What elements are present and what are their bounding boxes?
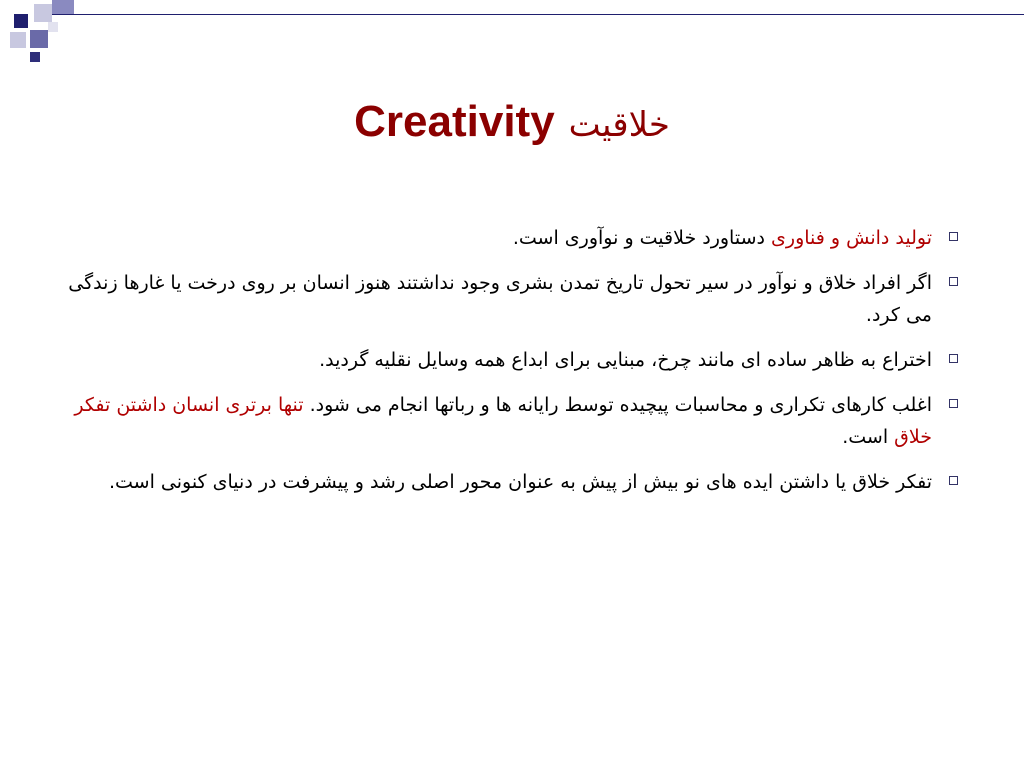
decor-square-dark bbox=[14, 14, 28, 28]
slide-title bbox=[0, 92, 1024, 155]
highlighted-text: تولید دانش و فناوری bbox=[771, 227, 932, 249]
highlighted-text: تنها برتری انسان داشتن تفکر خلاق bbox=[74, 394, 932, 448]
paragraph-text: اغلب کارهای تکراری و محاسبات پیچیده توسط رایانه ها و رباتها انجام می شود. bbox=[303, 394, 932, 416]
bullet-paragraph bbox=[60, 344, 960, 376]
paragraph-text: است. bbox=[842, 426, 895, 448]
decor-square-light-2 bbox=[10, 32, 26, 48]
bullet-list bbox=[60, 222, 960, 511]
square-bullet-icon bbox=[949, 399, 958, 408]
slide-title-english: Creativity bbox=[354, 97, 555, 146]
bullet-paragraph bbox=[60, 267, 960, 331]
square-bullet-icon bbox=[949, 476, 958, 485]
slide-title-persian: خلاقیت bbox=[568, 105, 670, 145]
header-rule bbox=[52, 14, 1024, 15]
bullet-paragraph bbox=[60, 466, 960, 498]
decor-square-faint bbox=[48, 22, 58, 32]
paragraph-text: دستاورد خلاقیت و نوآوری است. bbox=[512, 227, 772, 249]
paragraph-text: اختراع به ظاهر ساده ای مانند چرخ، مبنایی برای ابداع همه وسایل نقلیه گردید. bbox=[319, 349, 932, 371]
paragraph-text: تفکر خلاق یا داشتن ایده های نو بیش از پیش به عنوان محور اصلی رشد و پیشرفت در دنیای کنونی است. bbox=[108, 471, 932, 493]
decor-square-light bbox=[34, 4, 52, 22]
decor-square-dark-2 bbox=[30, 52, 40, 62]
decor-square-mid-2 bbox=[30, 30, 48, 48]
square-bullet-icon bbox=[949, 277, 958, 286]
decor-square-mid bbox=[52, 0, 74, 14]
bullet-paragraph bbox=[60, 389, 960, 453]
bullet-paragraph bbox=[60, 222, 960, 254]
square-bullet-icon bbox=[949, 354, 958, 363]
paragraph-text: اگر افراد خلاق و نوآور در سیر تحول تاریخ تمدن بشری وجود نداشتند هنوز انسان بر روی درخت یا غارها زندگی می کرد. bbox=[68, 272, 932, 326]
square-bullet-icon bbox=[949, 232, 958, 241]
